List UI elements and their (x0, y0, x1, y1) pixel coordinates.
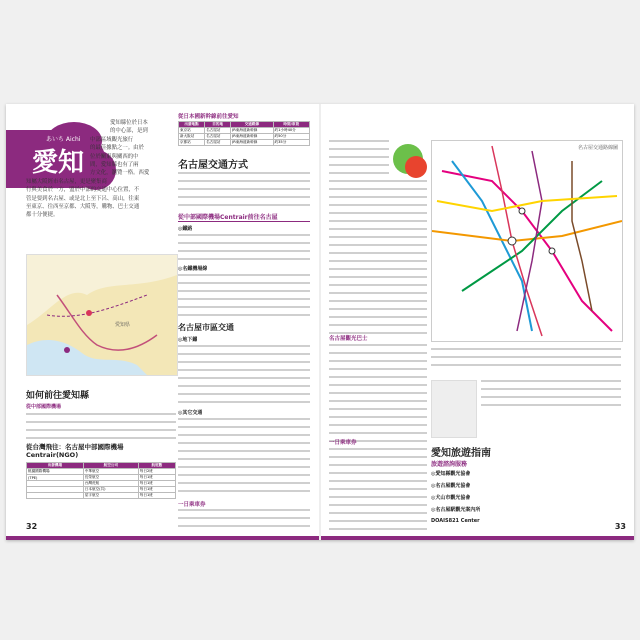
aichi-map (26, 254, 178, 376)
nagoya-transport-paragraph (178, 172, 310, 212)
table-header: 交通路線 (231, 122, 273, 128)
right-page (321, 104, 634, 540)
table-cell: 每日1班 (138, 493, 175, 499)
sub-from-airport: 從中部國際機場Centrair前往名古屋 (178, 214, 278, 221)
table-cell: 每日1班 (138, 487, 175, 493)
route-map-notes (431, 348, 621, 372)
table-cell: 每日1班 (138, 475, 175, 481)
section-sub-airport: 從中部國際機場 (26, 404, 62, 410)
intro-line: 的最佳據點之一。由於 (90, 145, 144, 152)
table-cell: 新大阪站 (179, 134, 205, 140)
route-map-title: 名古屋交通路線圖 (577, 145, 618, 151)
table-cell (27, 493, 84, 499)
intro-line: 都十分便捷。 (26, 212, 59, 219)
intro-line: 的中心部，是到 (110, 128, 148, 135)
table-header: 出發地點 (179, 122, 205, 128)
railway-paragraph (178, 234, 310, 266)
table-cell: 每日2班 (138, 469, 175, 475)
subway-paragraph (178, 345, 310, 409)
intro-line: 行與美食於一方，盟於中部的交通中心位置，不 (26, 187, 140, 194)
table-cell: 星宇航空 (83, 493, 138, 499)
sub-info-service: 旅遊諮詢服務 (431, 461, 468, 468)
table-cell: 名古屋站 (205, 128, 231, 134)
sub-center: DOAIS821 Center (431, 518, 480, 524)
table-cell: 每日1班 (138, 481, 175, 487)
access-paragraph (26, 413, 176, 445)
table-cell: JR東海道新幹線 (231, 128, 273, 134)
section-title-access: 如何前往愛知縣 (26, 391, 90, 401)
bullet-subway: ◎地下鐵 (178, 337, 198, 343)
table-cell: 名古屋站 (205, 134, 231, 140)
table-cell: 約50分 (273, 134, 309, 140)
sub-day-ticket: 一日乘車券 (329, 440, 357, 446)
right-footer-bar (321, 536, 634, 540)
intro-line: 愛知縣位於日本 (110, 120, 148, 126)
bullet-railway: ◎鐵路 (178, 226, 193, 232)
region-label: あいち Aichi (46, 136, 81, 143)
shinkansen-table (178, 121, 310, 146)
table-cell: 約1小時40分 (273, 128, 309, 134)
table-cell: 桃園國際機場 (27, 469, 84, 475)
right-col-paragraph-2 (329, 180, 427, 340)
table-row (179, 140, 310, 146)
flight-table (26, 462, 176, 499)
page-title: 愛知 (32, 148, 85, 178)
section-title-city-transport: 名古屋市區交通 (178, 323, 234, 332)
route-map (431, 140, 623, 342)
left-page (6, 104, 319, 540)
map-label: 愛知県 (115, 322, 131, 328)
table-header: 航空公司 (83, 463, 138, 469)
table-cell: 京都站 (179, 140, 205, 146)
section-title-guide: 愛知旅遊指南 (431, 448, 491, 459)
right-col-paragraph (329, 140, 389, 180)
intro-line: 方文化，瀏覽一格。西愛 (90, 170, 150, 177)
info-item: ◎名古屋觀光協會 (431, 483, 471, 489)
table-header: 目的地 (205, 122, 231, 128)
info-item: ◎愛知縣觀光協會 (431, 471, 471, 477)
table-cell: 長榮航空 (83, 475, 138, 481)
sub-sightseeing-bus: 名古屋觀光巴士 (329, 336, 368, 342)
page-number-right: 33 (614, 522, 626, 531)
table-row (27, 493, 176, 499)
ticket-paragraph (481, 380, 621, 412)
book-spread (6, 104, 634, 540)
table-cell: 約35分 (273, 140, 309, 146)
page-number-left: 32 (26, 522, 38, 531)
table-header: 時間/車資 (273, 122, 309, 128)
table-cell: JR東海道新幹線 (231, 140, 273, 146)
table-header: 出發機場 (27, 463, 84, 469)
left-footer-bar (6, 536, 319, 540)
day-ticket-paragraph (329, 448, 427, 536)
sub-day-pass: 一日乘車券 (178, 502, 206, 508)
table-cell: 東京站 (179, 128, 205, 134)
table-cell: (TPE) (27, 475, 84, 481)
section-sub-ngo: Centrair(NGO) (26, 451, 79, 459)
other-paragraph (178, 418, 310, 498)
bullet-other: ◎其它交通 (178, 410, 203, 416)
intro-line: 位於關東與關西的中 (90, 153, 139, 160)
intro-line: 至東京、往西至京都、大阪等，購物、巴士交通 (26, 204, 140, 210)
section-title-flights: 從台灣飛往：名古屋中部國際機場 (26, 443, 124, 451)
intro-line: 間，愛知縣也有了兩 (90, 162, 139, 168)
info-item: ◎犬山市觀光協會 (431, 495, 471, 501)
day-pass-paragraph (178, 509, 310, 533)
sub-shinkansen: 從日本國新幹線前往愛知 (178, 114, 239, 120)
table-cell: 台灣虎航 (83, 481, 138, 487)
divider (178, 221, 310, 222)
intro-line: 中部區域觀光旅行 (90, 136, 134, 143)
section-title-nagoya-transport: 名古屋交通方式 (178, 160, 248, 171)
table-cell: JR東海道新幹線 (231, 134, 273, 140)
ticket-image (431, 380, 477, 438)
intro-line: 知屬大阪經市名古屋，更是聚集商 (26, 178, 107, 185)
intro-line: 管是要到名古屋、或是北上至下呂、高山，往東 (26, 195, 140, 202)
table-header: 航班數 (138, 463, 175, 469)
info-item: ◎名古屋駅觀光案內所 (431, 507, 481, 513)
bullet-meitetsu: ◎名鐵機場線 (178, 266, 208, 272)
table-cell: 名古屋站 (205, 140, 231, 146)
meitetsu-paragraph (178, 274, 310, 322)
table-cell: 中華航空 (83, 469, 138, 475)
mascot-card-icon-2 (405, 156, 427, 178)
table-cell: 日本航空(共) (83, 487, 138, 493)
